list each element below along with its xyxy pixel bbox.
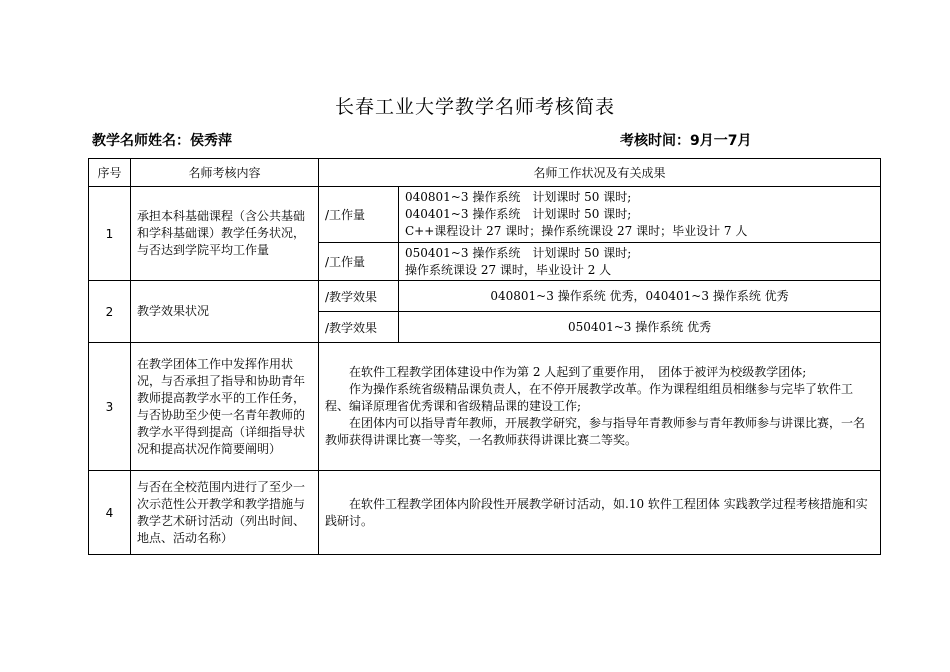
- assessment-time: 考核时间：9月一7月: [620, 133, 752, 149]
- row-sub-result: [399, 243, 881, 281]
- result-line: 040401~3 操作系统 计划课时 50 课时;: [405, 207, 632, 221]
- row-content: 教学效果状况: [131, 281, 319, 343]
- row-num: 4: [89, 471, 131, 555]
- table-row: [89, 343, 881, 471]
- result-paragraph: 在软件工程教学团体建设中作为第 2 人起到了重要作用， 团体于被评为校级教学团体;: [349, 365, 807, 379]
- teacher-name: 教学名师姓名：侯秀萍: [92, 133, 232, 149]
- table-row: [89, 471, 881, 555]
- header-result: 名师工作状况及有关成果: [319, 159, 881, 187]
- result-line: C++课程设计 27 课时；操作系统课设 27 课时；毕业设计 7 人: [405, 224, 748, 238]
- row-sub-result: 050401~3 操作系统 优秀: [399, 312, 881, 343]
- row-result: [319, 471, 881, 555]
- row-num: 2: [89, 281, 131, 343]
- header-num: 序号: [89, 159, 131, 187]
- row-content: 承担本科基础课程（含公共基础和学科基础课）教学任务状况，与否达到学院平均工作量: [131, 187, 319, 281]
- row-sub-label: /工作量: [319, 187, 399, 243]
- row-content: 在教学团体工作中发挥作用状况，与否承担了指导和协助青年教师提高教学水平的工作任务，与否协助至少使一名青年教师的教学水平得到提高（详细指导状况和提高状况作简要阐明）: [131, 343, 319, 471]
- table-row: [89, 281, 881, 312]
- row-sub-label: /教学效果: [319, 281, 399, 312]
- result-line: 050401~3 操作系统 计划课时 50 课时;: [405, 245, 632, 260]
- table-header-row: [89, 159, 881, 187]
- row-num: 3: [89, 343, 131, 471]
- row-sub-label: /工作量: [319, 243, 399, 281]
- table-row: [89, 187, 881, 243]
- row-sub-label: /教学效果: [319, 312, 399, 343]
- document-title: 长春工业大学教学名师考核简表: [334, 96, 615, 118]
- row-content: 与否在全校范围内进行了至少一次示范性公开教学和教学措施与教学艺术研讨活动（列出时间、地点、活动名称）: [131, 471, 319, 555]
- result-paragraph: 在软件工程教学团体内阶段性开展教学研讨活动，如.10 软件工程团体 实践教学过程考核措施和实践研讨。: [325, 496, 868, 528]
- result-line: 040801~3 操作系统 计划课时 50 课时;: [405, 190, 632, 204]
- assessment-table: [88, 158, 881, 555]
- result-line: 操作系统课设 27 课时，毕业设计 2 人: [405, 262, 612, 277]
- row-sub-result: 040801~3 操作系统 优秀，040401~3 操作系统 优秀: [399, 281, 881, 312]
- result-paragraph: 在团体内可以指导青年教师，开展教学研究，参与指导年青教师参与青年教师参与讲课比赛，一名教师获得讲课比赛一等奖，一名教师获得讲课比赛二等奖。: [325, 416, 866, 447]
- row-result: [319, 343, 881, 471]
- row-sub-result: [399, 187, 881, 243]
- header-content: 名师考核内容: [131, 159, 319, 187]
- result-paragraph: 作为操作系统省级精品课负责人，在不停开展教学改革。作为课程组组员相继参与完毕了软件工程、编译原理省优秀课和省级精品课的建设工作;: [325, 382, 854, 413]
- row-num: 1: [89, 187, 131, 281]
